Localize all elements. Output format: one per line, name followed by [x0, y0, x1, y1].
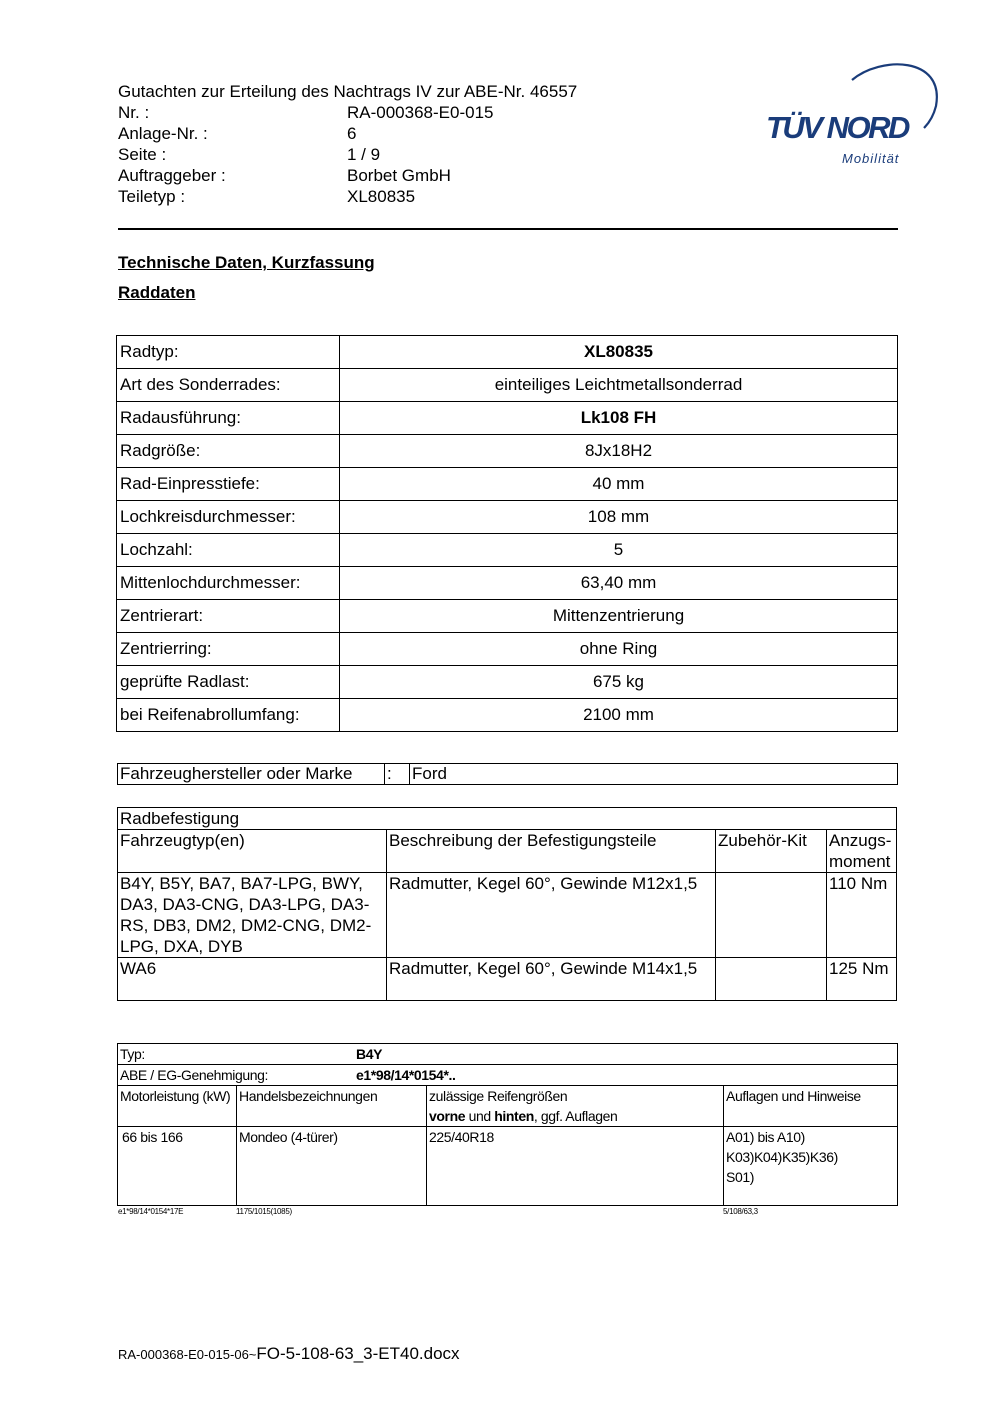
reifen-cell: 225/40R18: [427, 1127, 724, 1206]
row-label: Lochkreisdurchmesser:: [117, 501, 340, 534]
header-value: 6: [347, 124, 357, 143]
logo-brand: TÜV NORD: [766, 110, 908, 145]
header-value: RA-000368-E0-015: [347, 103, 494, 122]
row-label: Radausführung:: [117, 402, 340, 435]
row-label: Radgröße:: [117, 435, 340, 468]
header-label: Auftraggeber :: [118, 166, 226, 185]
table-header-row: [118, 830, 897, 873]
row-value: ohne Ring: [340, 633, 898, 666]
moment-cell: 125 Nm: [827, 958, 897, 1001]
reifen-hinten: hinten: [494, 1108, 534, 1124]
table-title-row: [118, 808, 897, 830]
typ-value: B4Y: [356, 1046, 383, 1062]
row-value: 8Jx18H2: [340, 435, 898, 468]
column-header: Anzugs-moment: [827, 830, 897, 873]
header-row-anlage: [118, 123, 577, 144]
hersteller-value: Ford: [410, 764, 898, 785]
header-label: Anlage-Nr. :: [118, 124, 208, 143]
row-label: Lochzahl:: [117, 534, 340, 567]
auflagen-line: A01) bis A10): [726, 1129, 805, 1145]
header-row-auftraggeber: [118, 165, 577, 186]
row-label: Rad-Einpresstiefe:: [117, 468, 340, 501]
reifen-header-line1: zulässige Reifengrößen: [429, 1088, 568, 1104]
header-label: Teiletyp :: [118, 187, 186, 206]
table-header-row: [118, 1086, 898, 1127]
row-value: einteiliges Leichtmetallsonderrad: [340, 369, 898, 402]
typ-table: [117, 1043, 898, 1206]
abe-label: ABE / EG-Genehmigung:: [120, 1067, 269, 1083]
reifen-und: und: [465, 1108, 495, 1124]
hersteller-table: [117, 763, 898, 785]
row-value: XL80835: [340, 336, 898, 369]
row-label: Zentrierring:: [117, 633, 340, 666]
document-header: [118, 81, 577, 207]
table-row: [117, 633, 898, 666]
section-title-kurzfassung: Technische Daten, Kurzfassung: [118, 253, 375, 272]
kit-cell: [716, 958, 827, 1001]
abe-row: [118, 1065, 898, 1086]
column-header: Fahrzeugtyp(en): [118, 830, 387, 873]
row-label: bei Reifenabrollumfang:: [117, 699, 340, 732]
footer-prefix: RA-000368-E0-015-06~: [118, 1347, 257, 1362]
auflagen-line: K03)K04)K35)K36): [726, 1149, 838, 1165]
logo-sub: Mobilität: [842, 151, 900, 166]
footnote-weights: 1175/1015(1085): [236, 1207, 292, 1216]
hersteller-label: Fahrzeughersteller oder Marke: [118, 764, 385, 785]
beschreibung-cell: Radmutter, Kegel 60°, Gewinde M12x1,5: [387, 873, 716, 958]
header-value: XL80835: [347, 187, 416, 206]
table-row: [117, 468, 898, 501]
radbefestigung-table: [117, 807, 897, 1001]
beschreibung-cell: Radmutter, Kegel 60°, Gewinde M14x1,5: [387, 958, 716, 1001]
table-row: [118, 958, 897, 1001]
row-label: Zentrierart:: [117, 600, 340, 633]
row-value: 2100 mm: [340, 699, 898, 732]
row-label: Mittenlochdurchmesser:: [117, 567, 340, 600]
column-header-reifen: [427, 1086, 724, 1127]
moment-cell: 110 Nm: [827, 873, 897, 958]
hersteller-sep: :: [385, 764, 410, 785]
row-value: 40 mm: [340, 468, 898, 501]
table-row: [118, 873, 897, 958]
auflagen-line: S01): [726, 1169, 754, 1185]
header-row-seite: [118, 144, 577, 165]
tuv-nord-logo: [760, 58, 945, 170]
reifen-vorne: vorne: [429, 1108, 466, 1124]
header-label: Nr. :: [118, 103, 150, 122]
section-title-raddaten: Raddaten: [118, 283, 196, 302]
column-header: Auflagen und Hinweise: [724, 1086, 898, 1127]
row-value: 63,40 mm: [340, 567, 898, 600]
column-header: Zubehör-Kit: [716, 830, 827, 873]
row-value: Mittenzentrierung: [340, 600, 898, 633]
table-row: [117, 567, 898, 600]
column-header: Beschreibung der Befestigungsteile: [387, 830, 716, 873]
row-value: 5: [340, 534, 898, 567]
table-row: [118, 764, 898, 785]
row-label: Art des Sonderrades:: [117, 369, 340, 402]
page-footer: [118, 1344, 460, 1364]
table-row: [117, 501, 898, 534]
table-row: [117, 666, 898, 699]
table-row: [117, 369, 898, 402]
reifen-rest: , ggf. Auflagen: [533, 1108, 618, 1124]
auflagen-cell: [724, 1127, 898, 1206]
handel-cell: Mondeo (4-türer): [237, 1127, 427, 1206]
radbefestigung-title: Radbefestigung: [118, 808, 897, 830]
document-title: Gutachten zur Erteilung des Nachtrags IV zur ABE-Nr. 46557: [118, 82, 578, 101]
raddaten-table: [116, 335, 898, 732]
row-value: Lk108 FH: [340, 402, 898, 435]
table-row: [117, 534, 898, 567]
footer-filename: FO-5-108-63_3-ET40.docx: [256, 1344, 460, 1363]
table-row: [118, 1127, 898, 1206]
footnote-approval: e1*98/14*0154*17E: [118, 1207, 184, 1216]
column-header: Handelsbezeichnungen: [237, 1086, 427, 1127]
header-row-teiletyp: [118, 186, 577, 207]
fahrzeugtyp-cell: B4Y, B5Y, BA7, BA7-LPG, BWY, DA3, DA3-CNG, DA3-LPG, DA3-RS, DB3, DM2, DM2-CNG, DM2-LPG, DXA, DYB: [118, 873, 387, 958]
header-row-nr: [118, 102, 577, 123]
row-label: Radtyp:: [117, 336, 340, 369]
row-value: 675 kg: [340, 666, 898, 699]
header-divider: [118, 228, 898, 230]
table-row: [117, 699, 898, 732]
column-header: Motorleistung (kW): [118, 1086, 237, 1127]
typ-label: Typ:: [120, 1046, 145, 1062]
footnote-wheel: 5/108/63,3: [723, 1207, 758, 1216]
table-row: [117, 600, 898, 633]
kit-cell: [716, 873, 827, 958]
row-value: 108 mm: [340, 501, 898, 534]
motor-cell: 66 bis 166: [118, 1127, 237, 1206]
table-row: [117, 336, 898, 369]
row-label: geprüfte Radlast:: [117, 666, 340, 699]
header-value: 1 / 9: [347, 145, 381, 164]
header-label: Seite :: [118, 145, 167, 164]
abe-value: e1*98/14*0154*..: [356, 1067, 456, 1083]
typ-row: [118, 1044, 898, 1065]
table-row: [117, 402, 898, 435]
fahrzeugtyp-cell: WA6: [118, 958, 387, 1001]
header-value: Borbet GmbH: [347, 166, 451, 185]
table-row: [117, 435, 898, 468]
